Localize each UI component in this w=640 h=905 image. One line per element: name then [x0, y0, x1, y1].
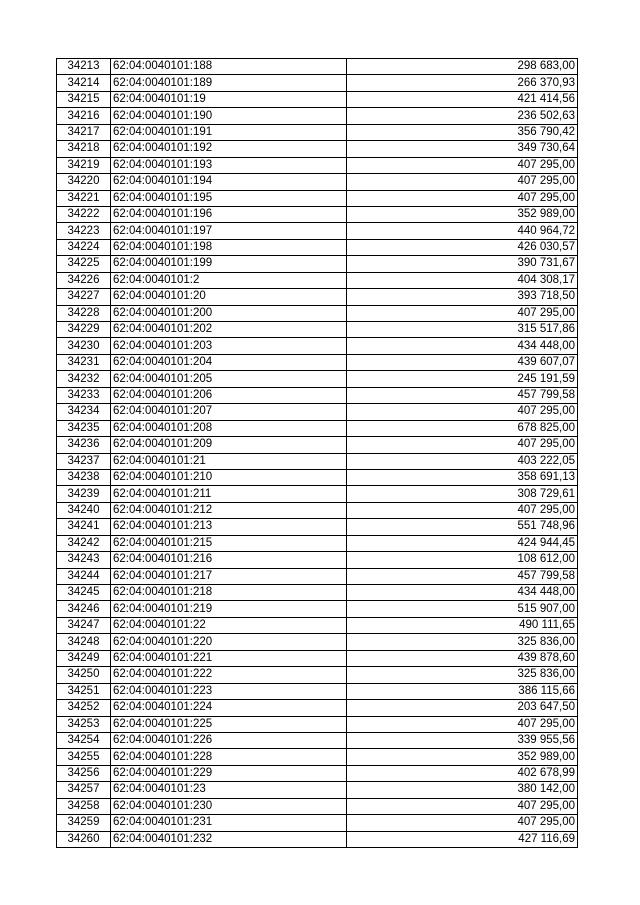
cadastral-number-cell: 62:04:0040101:197 [111, 223, 347, 239]
cadastral-number-cell: 62:04:0040101:221 [111, 650, 347, 666]
cadastral-number-cell: 62:04:0040101:22 [111, 617, 347, 633]
row-number-cell: 34256 [57, 765, 111, 781]
cadastral-number-cell: 62:04:0040101:19 [111, 91, 347, 107]
table-row [57, 141, 578, 157]
cadastral-number-cell: 62:04:0040101:206 [111, 387, 347, 403]
cadastral-number-cell: 62:04:0040101:213 [111, 519, 347, 535]
cadastral-value-cell: 236 502,63 [347, 108, 578, 124]
row-number-cell: 34228 [57, 305, 111, 321]
cadastral-value-cell: 298 683,00 [347, 59, 578, 75]
table-row [57, 601, 578, 617]
table-row [57, 650, 578, 666]
row-number-cell: 34229 [57, 322, 111, 338]
cadastral-number-cell: 62:04:0040101:203 [111, 338, 347, 354]
cadastral-number-cell: 62:04:0040101:225 [111, 716, 347, 732]
cadastral-value-cell: 380 142,00 [347, 782, 578, 798]
cadastral-value-cell: 315 517,86 [347, 322, 578, 338]
cadastral-number-cell: 62:04:0040101:215 [111, 535, 347, 551]
table-row [57, 535, 578, 551]
table-row [57, 239, 578, 255]
cadastral-value-cell: 407 295,00 [347, 437, 578, 453]
cadastral-number-cell: 62:04:0040101:217 [111, 568, 347, 584]
table-row [57, 667, 578, 683]
cadastral-value-cell: 325 836,00 [347, 634, 578, 650]
table-row [57, 469, 578, 485]
table-row [57, 815, 578, 831]
cadastral-value-cell: 404 308,17 [347, 272, 578, 288]
cadastral-number-cell: 62:04:0040101:209 [111, 437, 347, 453]
cadastral-value-cell: 352 989,00 [347, 206, 578, 222]
table-row [57, 272, 578, 288]
cadastral-number-cell: 62:04:0040101:210 [111, 469, 347, 485]
cadastral-number-cell: 62:04:0040101:194 [111, 174, 347, 190]
cadastral-number-cell: 62:04:0040101:200 [111, 305, 347, 321]
cadastral-number-cell: 62:04:0040101:196 [111, 206, 347, 222]
table-row [57, 617, 578, 633]
row-number-cell: 34223 [57, 223, 111, 239]
row-number-cell: 34235 [57, 420, 111, 436]
row-number-cell: 34232 [57, 371, 111, 387]
cadastral-number-cell: 62:04:0040101:231 [111, 815, 347, 831]
row-number-cell: 34251 [57, 683, 111, 699]
row-number-cell: 34254 [57, 732, 111, 748]
row-number-cell: 34260 [57, 831, 111, 847]
table-row [57, 289, 578, 305]
row-number-cell: 34253 [57, 716, 111, 732]
cadastral-value-cell: 434 448,00 [347, 338, 578, 354]
cadastral-value-cell: 356 790,42 [347, 124, 578, 140]
cadastral-number-cell: 62:04:0040101:202 [111, 322, 347, 338]
row-number-cell: 34213 [57, 59, 111, 75]
table-row [57, 75, 578, 91]
row-number-cell: 34218 [57, 141, 111, 157]
table-row [57, 486, 578, 502]
cadastral-number-cell: 62:04:0040101:230 [111, 798, 347, 814]
row-number-cell: 34233 [57, 387, 111, 403]
row-number-cell: 34225 [57, 256, 111, 272]
table-row [57, 683, 578, 699]
cadastral-number-cell: 62:04:0040101:205 [111, 371, 347, 387]
row-number-cell: 34220 [57, 174, 111, 190]
table-row [57, 782, 578, 798]
table-row [57, 322, 578, 338]
cadastral-number-cell: 62:04:0040101:21 [111, 453, 347, 469]
row-number-cell: 34214 [57, 75, 111, 91]
cadastral-number-cell: 62:04:0040101:226 [111, 732, 347, 748]
cadastral-value-cell: 349 730,64 [347, 141, 578, 157]
table-row [57, 108, 578, 124]
row-number-cell: 34239 [57, 486, 111, 502]
table-row [57, 124, 578, 140]
row-number-cell: 34230 [57, 338, 111, 354]
cadastral-value-cell: 245 191,59 [347, 371, 578, 387]
table-row [57, 765, 578, 781]
row-number-cell: 34216 [57, 108, 111, 124]
cadastral-value-cell: 308 729,61 [347, 486, 578, 502]
table-row [57, 256, 578, 272]
table-row [57, 437, 578, 453]
cadastral-number-cell: 62:04:0040101:229 [111, 765, 347, 781]
row-number-cell: 34217 [57, 124, 111, 140]
table-row [57, 206, 578, 222]
table-row [57, 568, 578, 584]
row-number-cell: 34240 [57, 502, 111, 518]
table-row [57, 831, 578, 847]
cadastral-number-cell: 62:04:0040101:218 [111, 585, 347, 601]
cadastral-value-cell: 402 678,99 [347, 765, 578, 781]
cadastral-value-cell: 266 370,93 [347, 75, 578, 91]
row-number-cell: 34226 [57, 272, 111, 288]
row-number-cell: 34238 [57, 469, 111, 485]
table-row [57, 404, 578, 420]
table-row [57, 453, 578, 469]
table-row [57, 371, 578, 387]
table-row [57, 174, 578, 190]
cadastral-value-cell: 407 295,00 [347, 716, 578, 732]
cadastral-number-cell: 62:04:0040101:216 [111, 552, 347, 568]
cadastral-value-cell: 434 448,00 [347, 585, 578, 601]
cadastral-number-cell: 62:04:0040101:222 [111, 667, 347, 683]
cadastral-number-cell: 62:04:0040101:198 [111, 239, 347, 255]
cadastral-value-cell: 457 799,58 [347, 568, 578, 584]
cadastral-value-cell: 407 295,00 [347, 157, 578, 173]
cadastral-number-cell: 62:04:0040101:219 [111, 601, 347, 617]
table-body [57, 59, 578, 848]
table-row [57, 387, 578, 403]
cadastral-number-cell: 62:04:0040101:204 [111, 354, 347, 370]
cadastral-number-cell: 62:04:0040101:189 [111, 75, 347, 91]
table-row [57, 190, 578, 206]
cadastral-number-cell: 62:04:0040101:212 [111, 502, 347, 518]
cadastral-value-cell: 490 111,65 [347, 617, 578, 633]
cadastral-value-cell: 426 030,57 [347, 239, 578, 255]
cadastral-value-cell: 203 647,50 [347, 700, 578, 716]
cadastral-number-cell: 62:04:0040101:223 [111, 683, 347, 699]
cadastral-value-cell: 352 989,00 [347, 749, 578, 765]
cadastral-value-cell: 108 612,00 [347, 552, 578, 568]
row-number-cell: 34245 [57, 585, 111, 601]
cadastral-value-cell: 407 295,00 [347, 815, 578, 831]
cadastral-value-cell: 407 295,00 [347, 502, 578, 518]
cadastral-number-cell: 62:04:0040101:228 [111, 749, 347, 765]
row-number-cell: 34237 [57, 453, 111, 469]
table-row [57, 91, 578, 107]
cadastral-number-cell: 62:04:0040101:2 [111, 272, 347, 288]
row-number-cell: 34249 [57, 650, 111, 666]
cadastral-value-cell: 421 414,56 [347, 91, 578, 107]
cadastral-value-cell: 440 964,72 [347, 223, 578, 239]
cadastral-number-cell: 62:04:0040101:195 [111, 190, 347, 206]
cadastral-value-cell: 439 878,60 [347, 650, 578, 666]
cadastral-value-cell: 386 115,66 [347, 683, 578, 699]
table-row [57, 305, 578, 321]
row-number-cell: 34248 [57, 634, 111, 650]
row-number-cell: 34236 [57, 437, 111, 453]
row-number-cell: 34227 [57, 289, 111, 305]
row-number-cell: 34244 [57, 568, 111, 584]
cadastral-value-cell: 678 825,00 [347, 420, 578, 436]
row-number-cell: 34259 [57, 815, 111, 831]
cadastral-number-cell: 62:04:0040101:199 [111, 256, 347, 272]
cadastral-number-cell: 62:04:0040101:208 [111, 420, 347, 436]
cadastral-value-cell: 403 222,05 [347, 453, 578, 469]
cadastral-value-cell: 390 731,67 [347, 256, 578, 272]
cadastral-value-cell: 339 955,56 [347, 732, 578, 748]
cadastral-value-cell: 393 718,50 [347, 289, 578, 305]
cadastral-number-cell: 62:04:0040101:211 [111, 486, 347, 502]
row-number-cell: 34221 [57, 190, 111, 206]
cadastral-number-cell: 62:04:0040101:232 [111, 831, 347, 847]
cadastral-number-cell: 62:04:0040101:188 [111, 59, 347, 75]
cadastral-value-cell: 427 116,69 [347, 831, 578, 847]
table-row [57, 223, 578, 239]
table-row [57, 338, 578, 354]
cadastral-value-cell: 325 836,00 [347, 667, 578, 683]
cadastral-number-cell: 62:04:0040101:224 [111, 700, 347, 716]
cadastral-value-cell: 424 944,45 [347, 535, 578, 551]
cadastral-value-cell: 358 691,13 [347, 469, 578, 485]
cadastral-value-cell: 515 907,00 [347, 601, 578, 617]
cadastral-value-table [56, 58, 578, 848]
cadastral-value-cell: 551 748,96 [347, 519, 578, 535]
cadastral-value-cell: 407 295,00 [347, 190, 578, 206]
table-row [57, 420, 578, 436]
cadastral-value-cell: 407 295,00 [347, 305, 578, 321]
row-number-cell: 34246 [57, 601, 111, 617]
row-number-cell: 34215 [57, 91, 111, 107]
table-row [57, 585, 578, 601]
row-number-cell: 34219 [57, 157, 111, 173]
row-number-cell: 34255 [57, 749, 111, 765]
table-row [57, 502, 578, 518]
row-number-cell: 34250 [57, 667, 111, 683]
row-number-cell: 34247 [57, 617, 111, 633]
table-row [57, 354, 578, 370]
row-number-cell: 34252 [57, 700, 111, 716]
cadastral-number-cell: 62:04:0040101:220 [111, 634, 347, 650]
row-number-cell: 34257 [57, 782, 111, 798]
cadastral-value-cell: 457 799,58 [347, 387, 578, 403]
row-number-cell: 34243 [57, 552, 111, 568]
row-number-cell: 34231 [57, 354, 111, 370]
cadastral-number-cell: 62:04:0040101:192 [111, 141, 347, 157]
cadastral-number-cell: 62:04:0040101:20 [111, 289, 347, 305]
row-number-cell: 34222 [57, 206, 111, 222]
cadastral-value-cell: 407 295,00 [347, 798, 578, 814]
table-row [57, 634, 578, 650]
row-number-cell: 34241 [57, 519, 111, 535]
cadastral-number-cell: 62:04:0040101:191 [111, 124, 347, 140]
row-number-cell: 34258 [57, 798, 111, 814]
table-row [57, 732, 578, 748]
cadastral-number-cell: 62:04:0040101:23 [111, 782, 347, 798]
row-number-cell: 34224 [57, 239, 111, 255]
table-row [57, 700, 578, 716]
table-row [57, 716, 578, 732]
table-row [57, 519, 578, 535]
cadastral-value-cell: 407 295,00 [347, 174, 578, 190]
table-row [57, 749, 578, 765]
cadastral-value-cell: 407 295,00 [347, 404, 578, 420]
table-row [57, 552, 578, 568]
table-row [57, 798, 578, 814]
table-row [57, 157, 578, 173]
table-row [57, 59, 578, 75]
row-number-cell: 34242 [57, 535, 111, 551]
cadastral-number-cell: 62:04:0040101:193 [111, 157, 347, 173]
row-number-cell: 34234 [57, 404, 111, 420]
cadastral-number-cell: 62:04:0040101:190 [111, 108, 347, 124]
cadastral-number-cell: 62:04:0040101:207 [111, 404, 347, 420]
cadastral-value-cell: 439 607,07 [347, 354, 578, 370]
